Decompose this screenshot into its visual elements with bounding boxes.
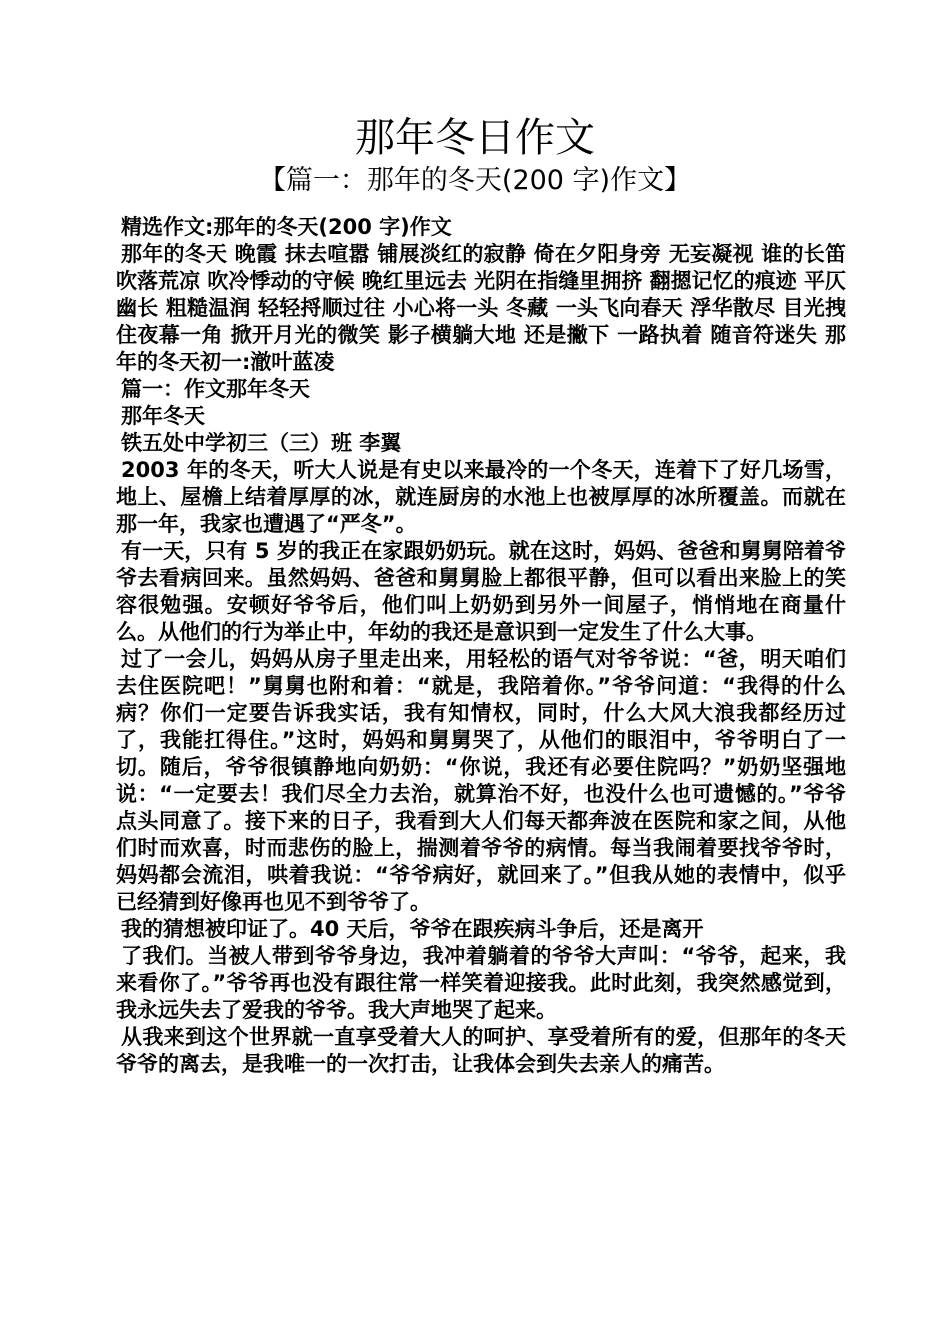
paragraph: 那年的冬天 晚霞 抹去喧嚣 铺展淡红的寂静 倚在夕阳身旁 无妄凝视 谁的长笛吹落荒凉 吹冷悸动的守候 晚红里远去 光阴在指缝里拥挤 翻摁记忆的痕迹 平仄幽长 粗糙温润 轻轻捋顺过往 小心将一头 冬藏 一头飞向春天 浮华散尽 目光拽住夜幕一角 掀开月光的微笑 影子横躺大地 还是撇下 一路执着 随音符迷失 那年的冬天初一:澈叶蓝凌 <box>116 242 846 374</box>
document-title: 那年冬日作文 <box>355 115 595 161</box>
paragraph: 篇一：作文那年冬天 <box>121 377 310 401</box>
document-subtitle: 【篇一：那年的冬天(200 字)作文】 <box>258 165 692 196</box>
document-body <box>116 214 846 1078</box>
paragraph: 有一天，只有 5 岁的我正在家跟奶奶玩。就在这时，妈妈、爸爸和舅舅陪着爷爷去看病回来。虽然妈妈、爸爸和舅舅脸上都很平静，但可以看出来脸上的笑容很勉强。安顿好爷爷后，他们叫上奶奶到另外一间屋子，悄悄地在商量什么。从他们的行为举止中，年幼的我还是意识到一定发生了什么大事。 <box>116 539 846 644</box>
paragraph: 精选作文:那年的冬天(200 字)作文 <box>121 215 452 239</box>
paragraph: 从我来到这个世界就一直享受着大人的呵护、享受着所有的爱，但那年的冬天爷爷的离去，是我唯一的一次打击，让我体会到失去亲人的痛苦。 <box>116 1025 846 1076</box>
paragraph: 那年冬天 <box>121 404 205 428</box>
paragraph: 2003 年的冬天，听大人说是有史以来最冷的一个冬天，连着下了好几场雪，地上、屋檐上结着厚厚的冰，就连厨房的水池上也被厚厚的冰所覆盖。而就在那一年，我家也遭遇了“严冬”。 <box>116 458 846 536</box>
paragraph: 我的猜想被印证了。40 天后，爷爷在跟疾病斗争后，还是离开 <box>121 917 704 941</box>
paragraph: 了我们。当被人带到爷爷身边，我冲着躺着的爷爷大声叫：“爷爷，起来，我来看你了。”爷爷再也没有跟往常一样笑着迎接我。此时此刻，我突然感觉到，我永远失去了爱我的爷爷。我大声地哭了起来。 <box>116 944 846 1022</box>
paragraph: 铁五处中学初三（三）班 李翼 <box>121 431 402 455</box>
paragraph: 过了一会儿，妈妈从房子里走出来，用轻松的语气对爷爷说：“爸，明天咱们去住医院吧！”舅舅也附和着：“就是，我陪着你。”爷爷问道：“我得的什么病？你们一定要告诉我实话，我有知情权，同时，什么大风大浪我都经历过了，我能扛得住。”这时，妈妈和舅舅哭了，从他们的眼泪中，爷爷明白了一切。随后，爷爷很镇静地向奶奶：“你说，我还有必要住院吗？”奶奶坚强地说：“一定要去！我们尽全力去治，就算治不好，也没什么也可遗憾的。”爷爷点头同意了。接下来的日子，我看到大人们每天都奔波在医院和家之间，从他们时而欢喜，时而悲伤的脸上，揣测着爷爷的病情。每当我闹着要找爷爷时，妈妈都会流泪，哄着我说：“爷爷病好，就回来了。”但我从她的表情中，似乎已经猜到好像再也见不到爷爷了。 <box>116 647 846 914</box>
